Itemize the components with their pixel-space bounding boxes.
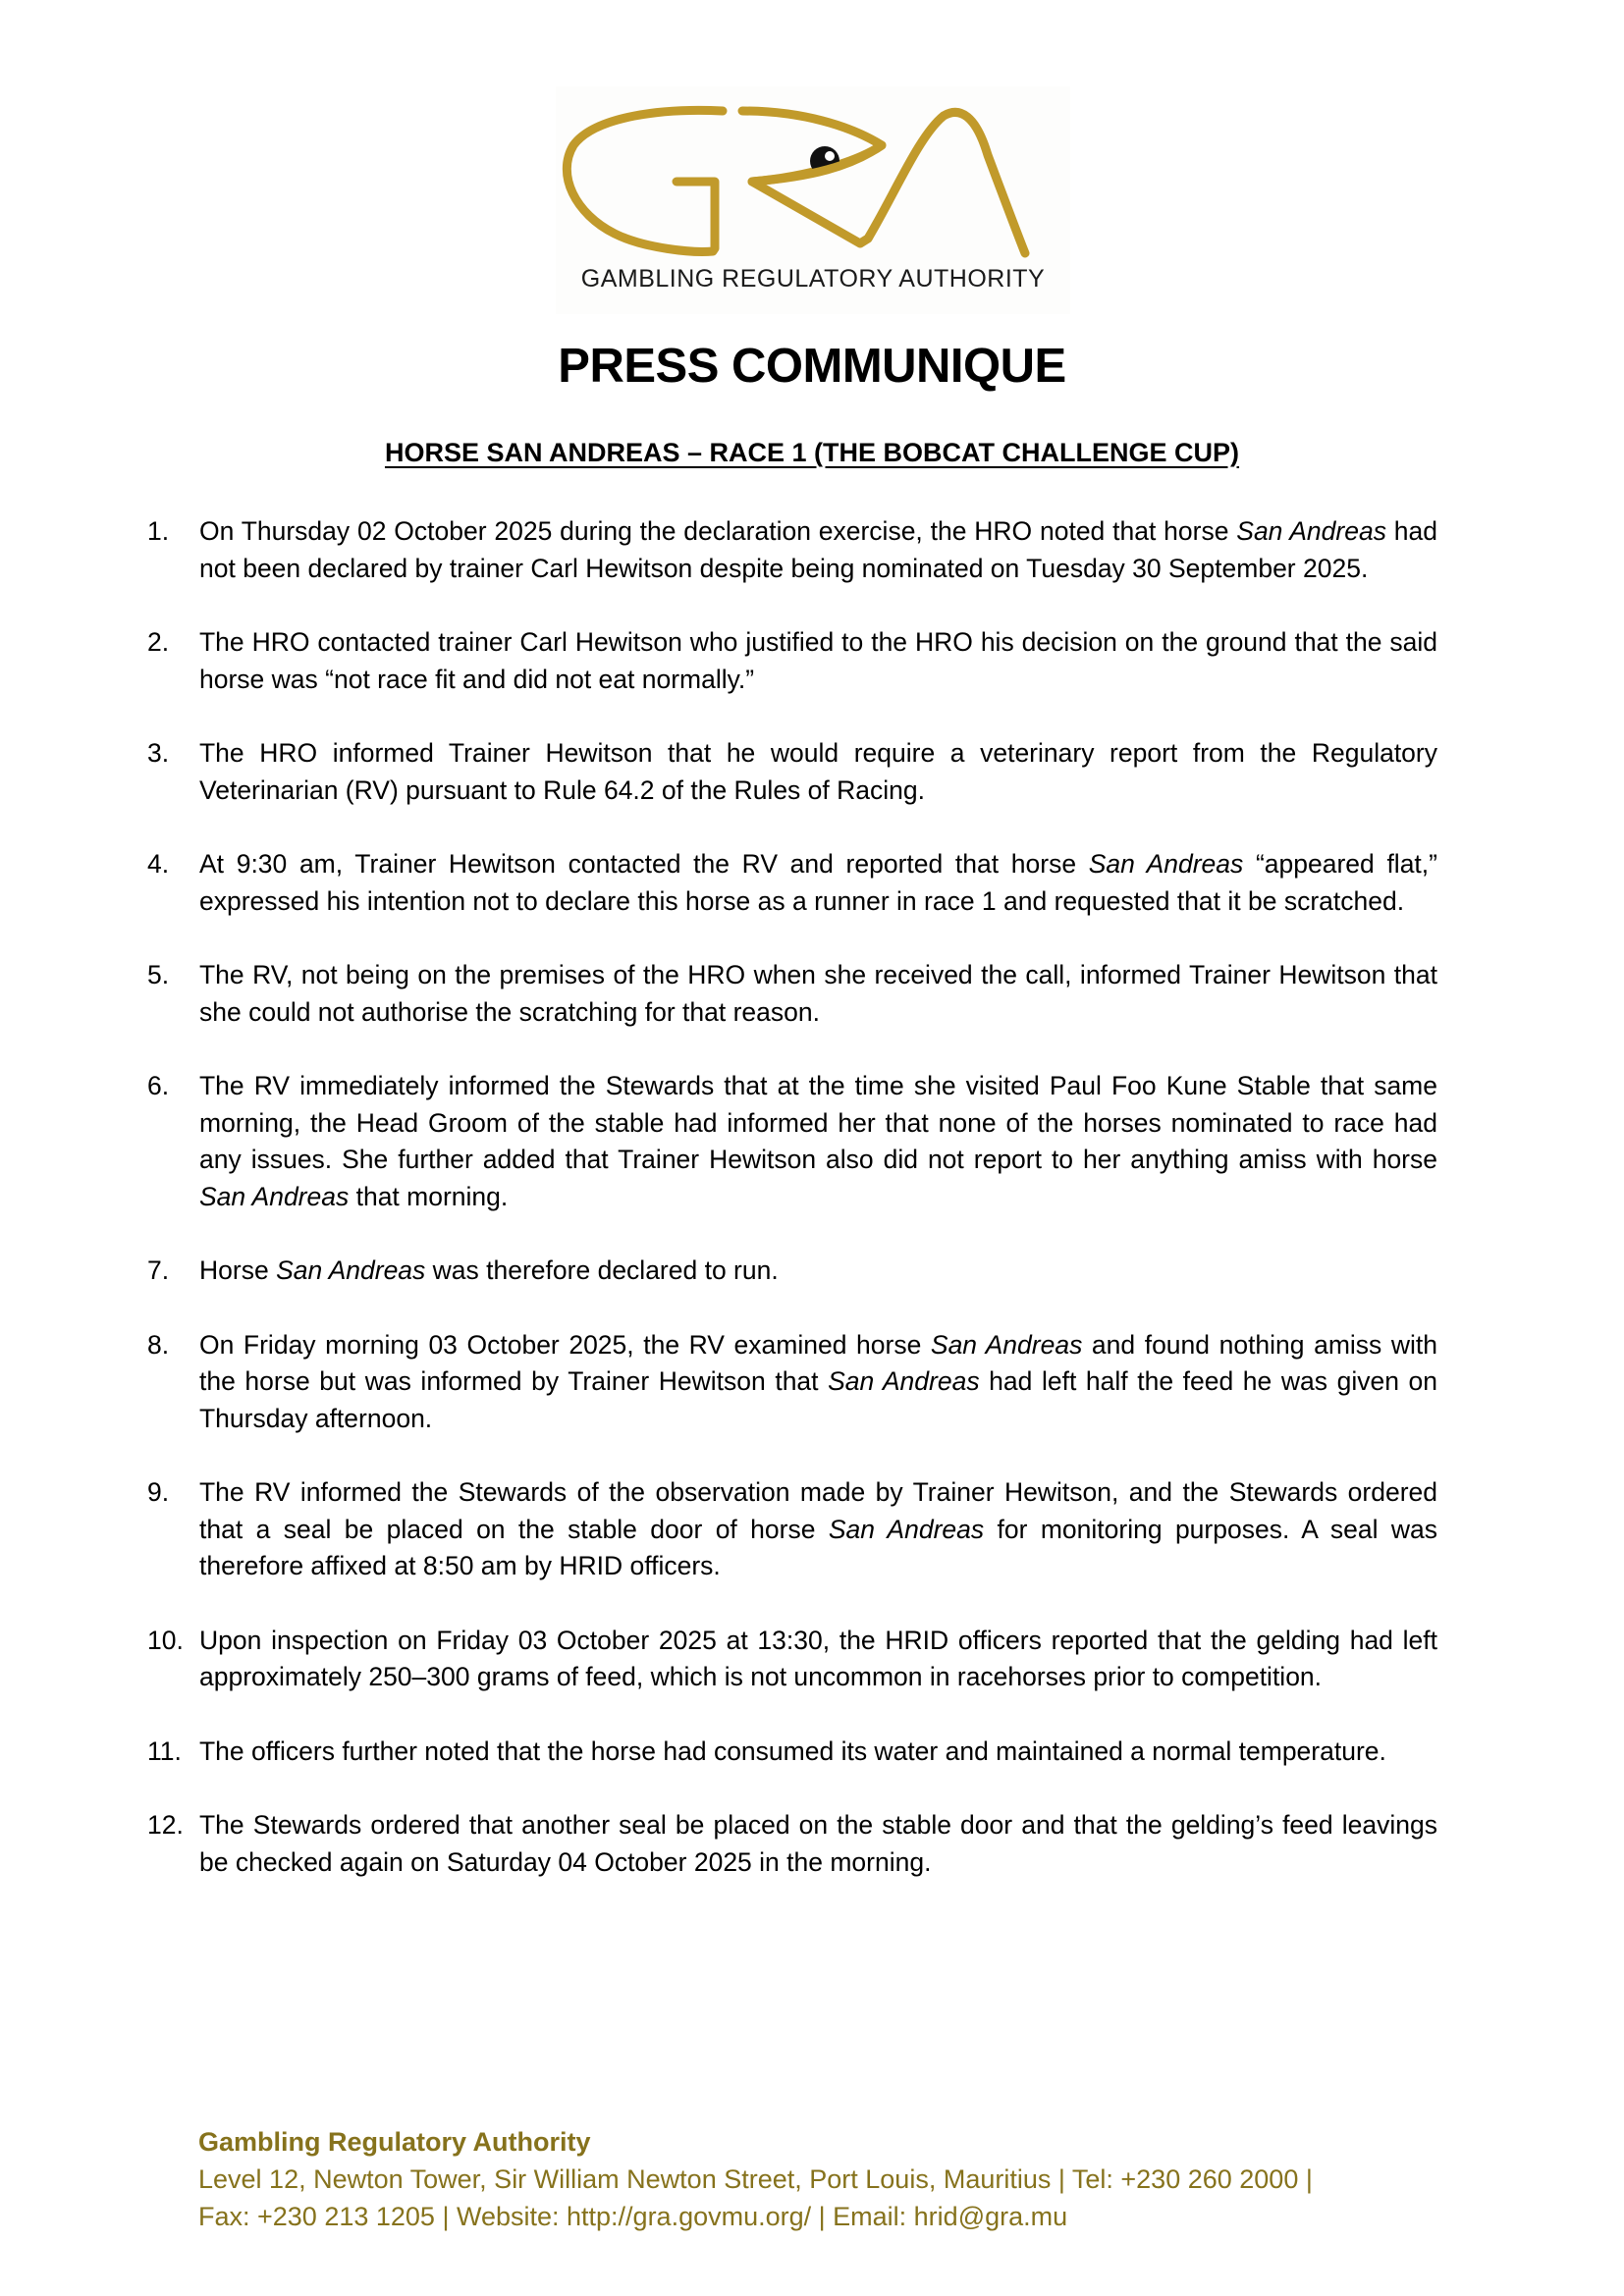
- horse-name: San Andreas: [930, 1329, 1083, 1360]
- list-item: [147, 957, 1437, 1031]
- list-item: [147, 1327, 1437, 1438]
- list-item-text: [199, 1736, 1386, 1766]
- text-segment: The RV, not being on the premises of the HRO when she received the call, informed Trainer Hewitson that she could not authorise the scratching for that reason.: [199, 960, 1437, 1027]
- list-item-text: [199, 1810, 1437, 1877]
- list-item-text: [199, 960, 1437, 1027]
- list-item-number: 4.: [147, 849, 170, 879]
- footer-org: Gambling Regulatory Authority: [198, 2127, 591, 2157]
- text-segment: The HRO contacted trainer Carl Hewitson who justified to the HRO his decision on the ground that the said horse was “not race fit and did not eat normally.”: [199, 627, 1437, 694]
- footer-address: Level 12, Newton Tower, Sir William Newton Street, Port Louis, Mauritius | Tel: +230 260 2000 |: [198, 2164, 1313, 2194]
- text-segment: The RV immediately informed the Stewards that at the time she visited Paul Foo Kune Stable that same morning, the Head Groom of the stable had informed her that none of the horses nominated to race had any issues. She further added that Trainer Hewitson also did not report to her anything amiss with horse: [199, 1071, 1437, 1174]
- list-item: [147, 1474, 1437, 1585]
- footer-contact: Fax: +230 213 1205 | Website: http://gra.govmu.org/ | Email: hrid@gra.mu: [198, 2202, 1068, 2231]
- list-item-text: [199, 1626, 1437, 1692]
- list-item-number: 3.: [147, 738, 170, 768]
- text-segment: Upon inspection on Friday 03 October 2025 at 13:30, the HRID officers reported that the gelding had left approximately 250–300 grams of feed, which is not uncommon in racehorses prior to competition.: [199, 1625, 1437, 1691]
- list-item: [147, 513, 1437, 587]
- list-item-number: 1.: [147, 516, 170, 546]
- gra-logo-icon: [556, 86, 1070, 263]
- text-segment: for monitoring purposes. A seal was therefore affixed at 8:50 am by HRID officers.: [199, 1514, 1437, 1580]
- list-item-number: 12.: [147, 1810, 184, 1840]
- horse-name: San Andreas: [276, 1255, 426, 1285]
- text-segment: The RV informed the Stewards of the observation made by Trainer Hewitson, and the Stewards ordered that a seal be placed on the stable door of horse: [199, 1477, 1437, 1544]
- list-item: [147, 1807, 1437, 1881]
- list-item-text: [199, 849, 1437, 916]
- list-item-number: 2.: [147, 627, 170, 657]
- list-item-number: 5.: [147, 960, 170, 989]
- horse-name: San Andreas: [828, 1514, 985, 1544]
- text-segment: On Thursday 02 October 2025 during the declaration exercise, the HRO noted that horse: [199, 516, 1237, 546]
- footer: [198, 2123, 1313, 2235]
- list-item: [147, 1734, 1437, 1771]
- page-title: PRESS COMMUNIQUE: [558, 340, 1066, 393]
- gra-logo: [556, 86, 1070, 314]
- list-item: [147, 624, 1437, 698]
- horse-name: San Andreas: [199, 1181, 350, 1211]
- list-item-text: [199, 516, 1437, 583]
- text-segment: The Stewards ordered that another seal be placed on the stable door and that the gelding’s feed leavings be checked again on Saturday 04 October 2025 in the morning.: [199, 1810, 1437, 1877]
- list-item-text: [199, 738, 1437, 805]
- text-segment: was therefore declared to run.: [425, 1255, 779, 1285]
- list-item-text: [199, 1071, 1437, 1211]
- text-segment: At 9:30 am, Trainer Hewitson contacted the RV and reported that horse: [199, 849, 1089, 879]
- horse-name: San Andreas: [1236, 516, 1386, 546]
- list-item-number: 11.: [147, 1735, 182, 1766]
- text-segment: and found nothing amiss with the horse but was informed by Trainer Hewitson that: [199, 1329, 1438, 1396]
- horse-name: San Andreas: [828, 1366, 980, 1396]
- list-item: [147, 846, 1437, 920]
- list-item-number: 9.: [147, 1477, 170, 1507]
- list-item-text: [199, 1255, 779, 1285]
- text-segment: The officers further noted that the horse had consumed its water and maintained a normal temperature.: [199, 1735, 1386, 1766]
- list-item-number: 8.: [147, 1329, 170, 1360]
- horse-name: San Andreas: [1088, 849, 1244, 879]
- list-item-number: 6.: [147, 1071, 170, 1100]
- text-segment: had not been declared by trainer Carl Hewitson despite being nominated on Tuesday 30 September 2025.: [199, 516, 1438, 583]
- text-segment: that morning.: [349, 1181, 509, 1211]
- list-item-number: 7.: [147, 1255, 170, 1285]
- list-item-number: 10.: [147, 1625, 184, 1655]
- text-segment: Horse: [199, 1255, 277, 1285]
- text-segment: On Friday morning 03 October 2025, the RV examined horse: [199, 1329, 931, 1360]
- list-item: [147, 735, 1437, 809]
- list-item: [147, 1068, 1437, 1215]
- list-item-text: [199, 627, 1437, 694]
- logo-caption: GAMBLING REGULATORY AUTHORITY: [580, 265, 1046, 293]
- text-segment: “appeared flat,” expressed his intention not to declare this horse as a runner in race 1 and requested that it be scratched.: [199, 849, 1437, 916]
- list-item: [147, 1253, 1437, 1290]
- page-subtitle: HORSE SAN ANDREAS – RACE 1 (THE BOBCAT CHALLENGE CUP): [384, 438, 1240, 467]
- text-segment: The HRO informed Trainer Hewitson that he would require a veterinary report from the Regulatory Veterinarian (RV) pursuant to Rule 64.2 of the Rules of Racing.: [199, 738, 1437, 805]
- text-segment: had left half the feed he was given on Thursday afternoon.: [199, 1366, 1437, 1433]
- list-item: [147, 1623, 1437, 1696]
- list-item-text: [199, 1330, 1437, 1433]
- numbered-list: [147, 513, 1437, 1918]
- list-item-text: [199, 1477, 1437, 1580]
